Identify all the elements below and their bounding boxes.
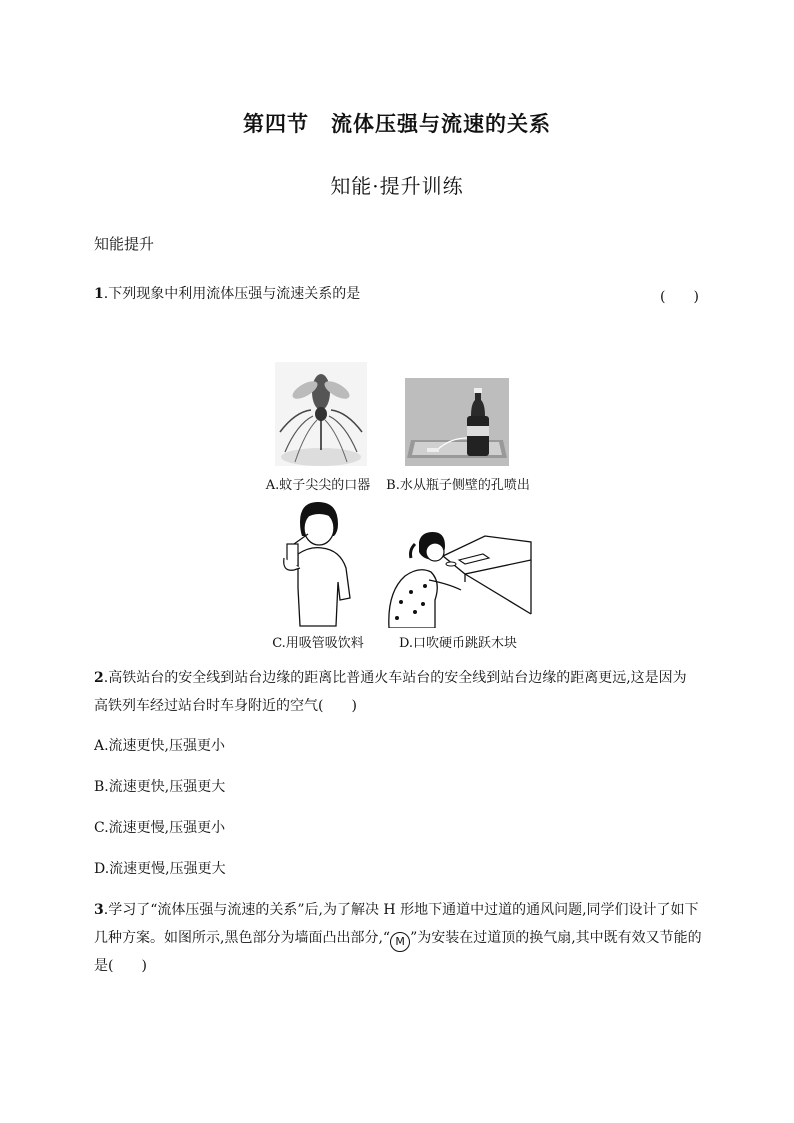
option-d-caption: D.口吹硬币跳跃木块 <box>398 636 518 651</box>
question-3-line-3: 是( ) <box>94 958 147 974</box>
option-a-caption: A.蚊子尖尖的口器 <box>265 478 371 493</box>
question-1-text: .下列现象中利用流体压强与流速关系的是 <box>103 286 361 302</box>
question-2-option-c[interactable]: C.流速更慢,压强更小 <box>94 820 226 836</box>
question-1-answer-blank[interactable]: ( ) <box>660 289 699 305</box>
motor-fan-icon: M <box>390 932 410 952</box>
option-b-caption: B.水从瓶子侧壁的孔喷出 <box>386 478 530 493</box>
mosquito-image <box>275 362 367 466</box>
question-1-number: 1 <box>94 286 104 302</box>
section-heading: 知能提升 <box>94 235 155 253</box>
question-2-option-d[interactable]: D.流速更慢,压强更大 <box>94 861 226 877</box>
question-2-option-a[interactable]: A.流速更快,压强更小 <box>94 738 226 754</box>
girl-blowing-coin-image <box>385 530 533 628</box>
page-title: 第四节 流体压强与流速的关系 <box>243 112 551 136</box>
question-2-line-2: 高铁列车经过站台时车身附近的空气( ) <box>94 698 357 714</box>
question-2-option-b[interactable]: B.流速更快,压强更大 <box>94 779 226 795</box>
page-subtitle: 知能·提升训练 <box>330 174 464 198</box>
question-3-line-1: 3.学习了“流体压强与流速的关系”后,为了解决 H 形地下通道中过道的通风问题,同学们设计了如下 <box>94 902 699 918</box>
option-c-caption: C.用吸管吸饮料 <box>272 636 364 651</box>
question-2-line-1: 2.高铁站台的安全线到站台边缘的距离比普通火车站台的安全线到站台边缘的距离更远,这是因为 <box>94 670 687 686</box>
question-2 <box>94 664 714 720</box>
boy-drinking-image <box>278 498 353 628</box>
question-1 <box>94 280 360 308</box>
question-3-line-2: 几种方案。如图所示,黑色部分为墙面凸出部分,“ M ”为安装在过道顶的换气扇,其中既有效又节能的 <box>94 924 714 952</box>
bottle-image <box>405 378 509 466</box>
question-3 <box>94 896 714 980</box>
